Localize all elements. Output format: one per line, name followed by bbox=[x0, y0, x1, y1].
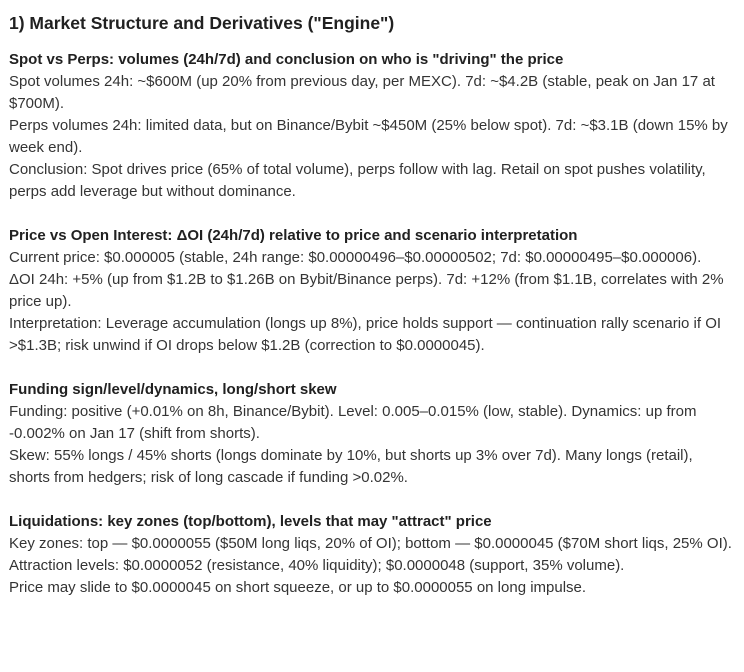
paragraph: Perps volumes 24h: limited data, but on Binance/Bybit ~$450M (25% below spot). 7d: ~$3.1B (down 15% by week end). bbox=[9, 117, 728, 156]
section-price-vs-open-interest bbox=[9, 225, 735, 357]
section-funding bbox=[9, 379, 735, 489]
paragraph: Price may slide to $0.0000045 on short squeeze, or up to $0.0000055 on long impulse. bbox=[9, 579, 587, 596]
page-title: 1) Market Structure and Derivatives ("Engine") bbox=[9, 13, 395, 33]
section-heading: Price vs Open Interest: ΔOI (24h/7d) relative to price and scenario interpretation bbox=[9, 227, 578, 244]
paragraph: Interpretation: Leverage accumulation (longs up 8%), price holds support — continuation rally scenario if OI >$1.3B; risk unwind if OI drops below $1.2B (correction to $0.0000045). bbox=[9, 315, 722, 354]
paragraph: Attraction levels: $0.0000052 (resistance, 40% liquidity); $0.0000048 (support, 35% volume). bbox=[9, 557, 625, 574]
paragraph: Funding: positive (+0.01% on 8h, Binance/Bybit). Level: 0.005–0.015% (low, stable). Dynamics: up from -0.002% on Jan 17 (shift from shorts). bbox=[9, 403, 697, 442]
paragraph: Key zones: top — $0.0000055 ($50M long liqs, 20% of OI); bottom — $0.0000045 ($70M short liqs, 25% OI). bbox=[9, 535, 732, 552]
paragraph: Conclusion: Spot drives price (65% of total volume), perps follow with lag. Retail on spot pushes volatility, perps add leverage but without dominance. bbox=[9, 161, 706, 200]
section-heading: Spot vs Perps: volumes (24h/7d) and conclusion on who is "driving" the price bbox=[9, 51, 564, 68]
paragraph: Current price: $0.000005 (stable, 24h range: $0.00000496–$0.00000502; 7d: $0.00000495–$0.000006). bbox=[9, 249, 702, 266]
section-heading: Liquidations: key zones (top/bottom), levels that may "attract" price bbox=[9, 513, 492, 530]
section-heading: Funding sign/level/dynamics, long/short skew bbox=[9, 381, 337, 398]
paragraph: ΔOI 24h: +5% (up from $1.2B to $1.26B on Bybit/Binance perps). 7d: +12% (from $1.1B, correlates with 2% price up). bbox=[9, 271, 724, 310]
paragraph: Skew: 55% longs / 45% shorts (longs dominate by 10%, but shorts up 3% over 7d). Many longs (retail), shorts from hedgers; risk of long cascade if funding >0.02%. bbox=[9, 447, 693, 486]
section-spot-vs-perps bbox=[9, 49, 735, 203]
paragraph: Spot volumes 24h: ~$600M (up 20% from previous day, per MEXC). 7d: ~$4.2B (stable, peak on Jan 17 at $700M). bbox=[9, 73, 715, 112]
section-liquidations bbox=[9, 511, 735, 599]
